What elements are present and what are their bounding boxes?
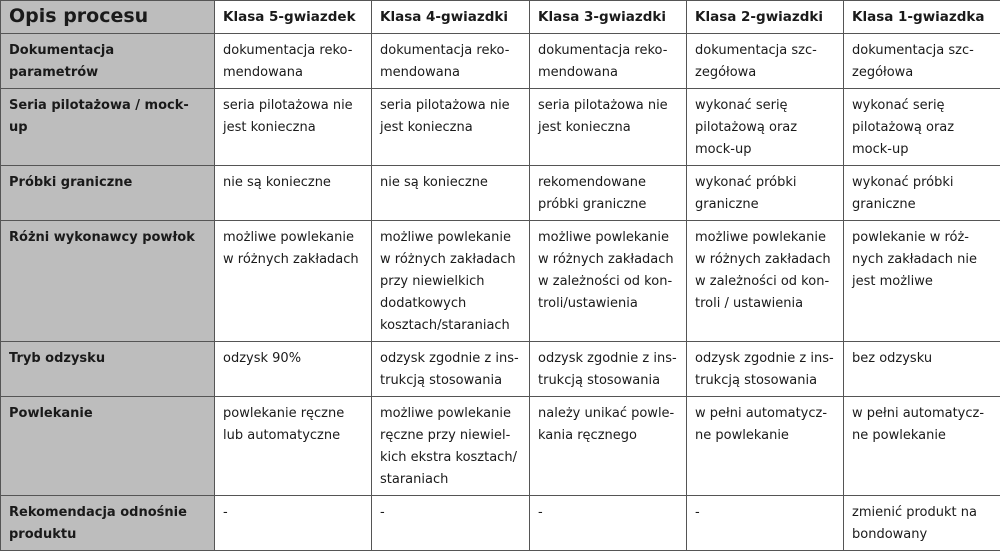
column-header: Klasa 2-gwiazdki bbox=[687, 1, 844, 34]
table-cell: zmienić produkt na bondowany bbox=[844, 496, 1000, 551]
table-cell: bez odzysku bbox=[844, 342, 1000, 397]
table-cell: wykonać serię pilotażową oraz mock-up bbox=[844, 89, 1000, 166]
table-cell: dokumentacja szc- zegółowa bbox=[687, 34, 844, 89]
table-cell: w pełni automatycz- ne powlekanie bbox=[844, 397, 1000, 496]
column-header: Klasa 5-gwiazdek bbox=[215, 1, 372, 34]
table-cell: dokumentacja reko- mendowana bbox=[372, 34, 530, 89]
table-cell: należy unikać powle- kania ręcznego bbox=[530, 397, 687, 496]
table-cell: możliwe powlekanie w różnych zakładach przy niewielkich dodatkowych kosztach/staraniach bbox=[372, 221, 530, 342]
table-row bbox=[1, 221, 1000, 342]
table-cell: dokumentacja reko- mendowana bbox=[530, 34, 687, 89]
table-cell: nie są konieczne bbox=[372, 166, 530, 221]
table-cell: - bbox=[215, 496, 372, 551]
table-cell: odzysk zgodnie z ins- trukcją stosowania bbox=[687, 342, 844, 397]
row-header: Tryb odzysku bbox=[1, 342, 215, 397]
table-cell: seria pilotażowa nie jest konieczna bbox=[372, 89, 530, 166]
table-cell: możliwe powlekanie w różnych zakładach bbox=[215, 221, 372, 342]
table-cell: - bbox=[687, 496, 844, 551]
table-cell: - bbox=[530, 496, 687, 551]
column-header: Klasa 4-gwiazdki bbox=[372, 1, 530, 34]
table-cell: dokumentacja reko- mendowana bbox=[215, 34, 372, 89]
table-cell: dokumentacja szc- zegółowa bbox=[844, 34, 1000, 89]
table-row bbox=[1, 166, 1000, 221]
table-cell: odzysk zgodnie z ins- trukcją stosowania bbox=[372, 342, 530, 397]
table-row bbox=[1, 496, 1000, 551]
table-cell: seria pilotażowa nie jest konieczna bbox=[215, 89, 372, 166]
table-row bbox=[1, 342, 1000, 397]
header-row bbox=[1, 1, 1000, 34]
table-cell: w pełni automatycz- ne powlekanie bbox=[687, 397, 844, 496]
table-cell: wykonać próbki graniczne bbox=[844, 166, 1000, 221]
table-cell: - bbox=[372, 496, 530, 551]
table-row bbox=[1, 34, 1000, 89]
table-cell: seria pilotażowa nie jest konieczna bbox=[530, 89, 687, 166]
table-cell: możliwe powlekanie w różnych zakładach w zależności od kon- troli / ustawienia bbox=[687, 221, 844, 342]
table-cell: nie są konieczne bbox=[215, 166, 372, 221]
table-cell: powlekanie ręczne lub automatyczne bbox=[215, 397, 372, 496]
table-cell: odzysk 90% bbox=[215, 342, 372, 397]
column-header: Klasa 1-gwiazdka bbox=[844, 1, 1000, 34]
row-header: Seria pilotażowa / mock-up bbox=[1, 89, 215, 166]
row-header: Rekomendacja odnośnie produktu bbox=[1, 496, 215, 551]
row-header: Powlekanie bbox=[1, 397, 215, 496]
table-cell: wykonać próbki graniczne bbox=[687, 166, 844, 221]
table-cell: możliwe powlekanie w różnych zakładach w zależności od kon- troli/ustawienia bbox=[530, 221, 687, 342]
table-cell: możliwe powlekanie ręczne przy niewiel- kich ekstra kosztach/ staraniach bbox=[372, 397, 530, 496]
row-header: Dokumentacja parametrów bbox=[1, 34, 215, 89]
column-header: Klasa 3-gwiazdki bbox=[530, 1, 687, 34]
table-cell: wykonać serię pilotażową oraz mock-up bbox=[687, 89, 844, 166]
table-cell: rekomendowane próbki graniczne bbox=[530, 166, 687, 221]
table-row bbox=[1, 397, 1000, 496]
row-header: Próbki graniczne bbox=[1, 166, 215, 221]
row-header: Różni wykonawcy powłok bbox=[1, 221, 215, 342]
table-corner-title: Opis procesu bbox=[1, 1, 215, 34]
table-cell: odzysk zgodnie z ins- trukcją stosowania bbox=[530, 342, 687, 397]
table-row bbox=[1, 89, 1000, 166]
table-cell: powlekanie w róż- nych zakładach nie jest możliwe bbox=[844, 221, 1000, 342]
